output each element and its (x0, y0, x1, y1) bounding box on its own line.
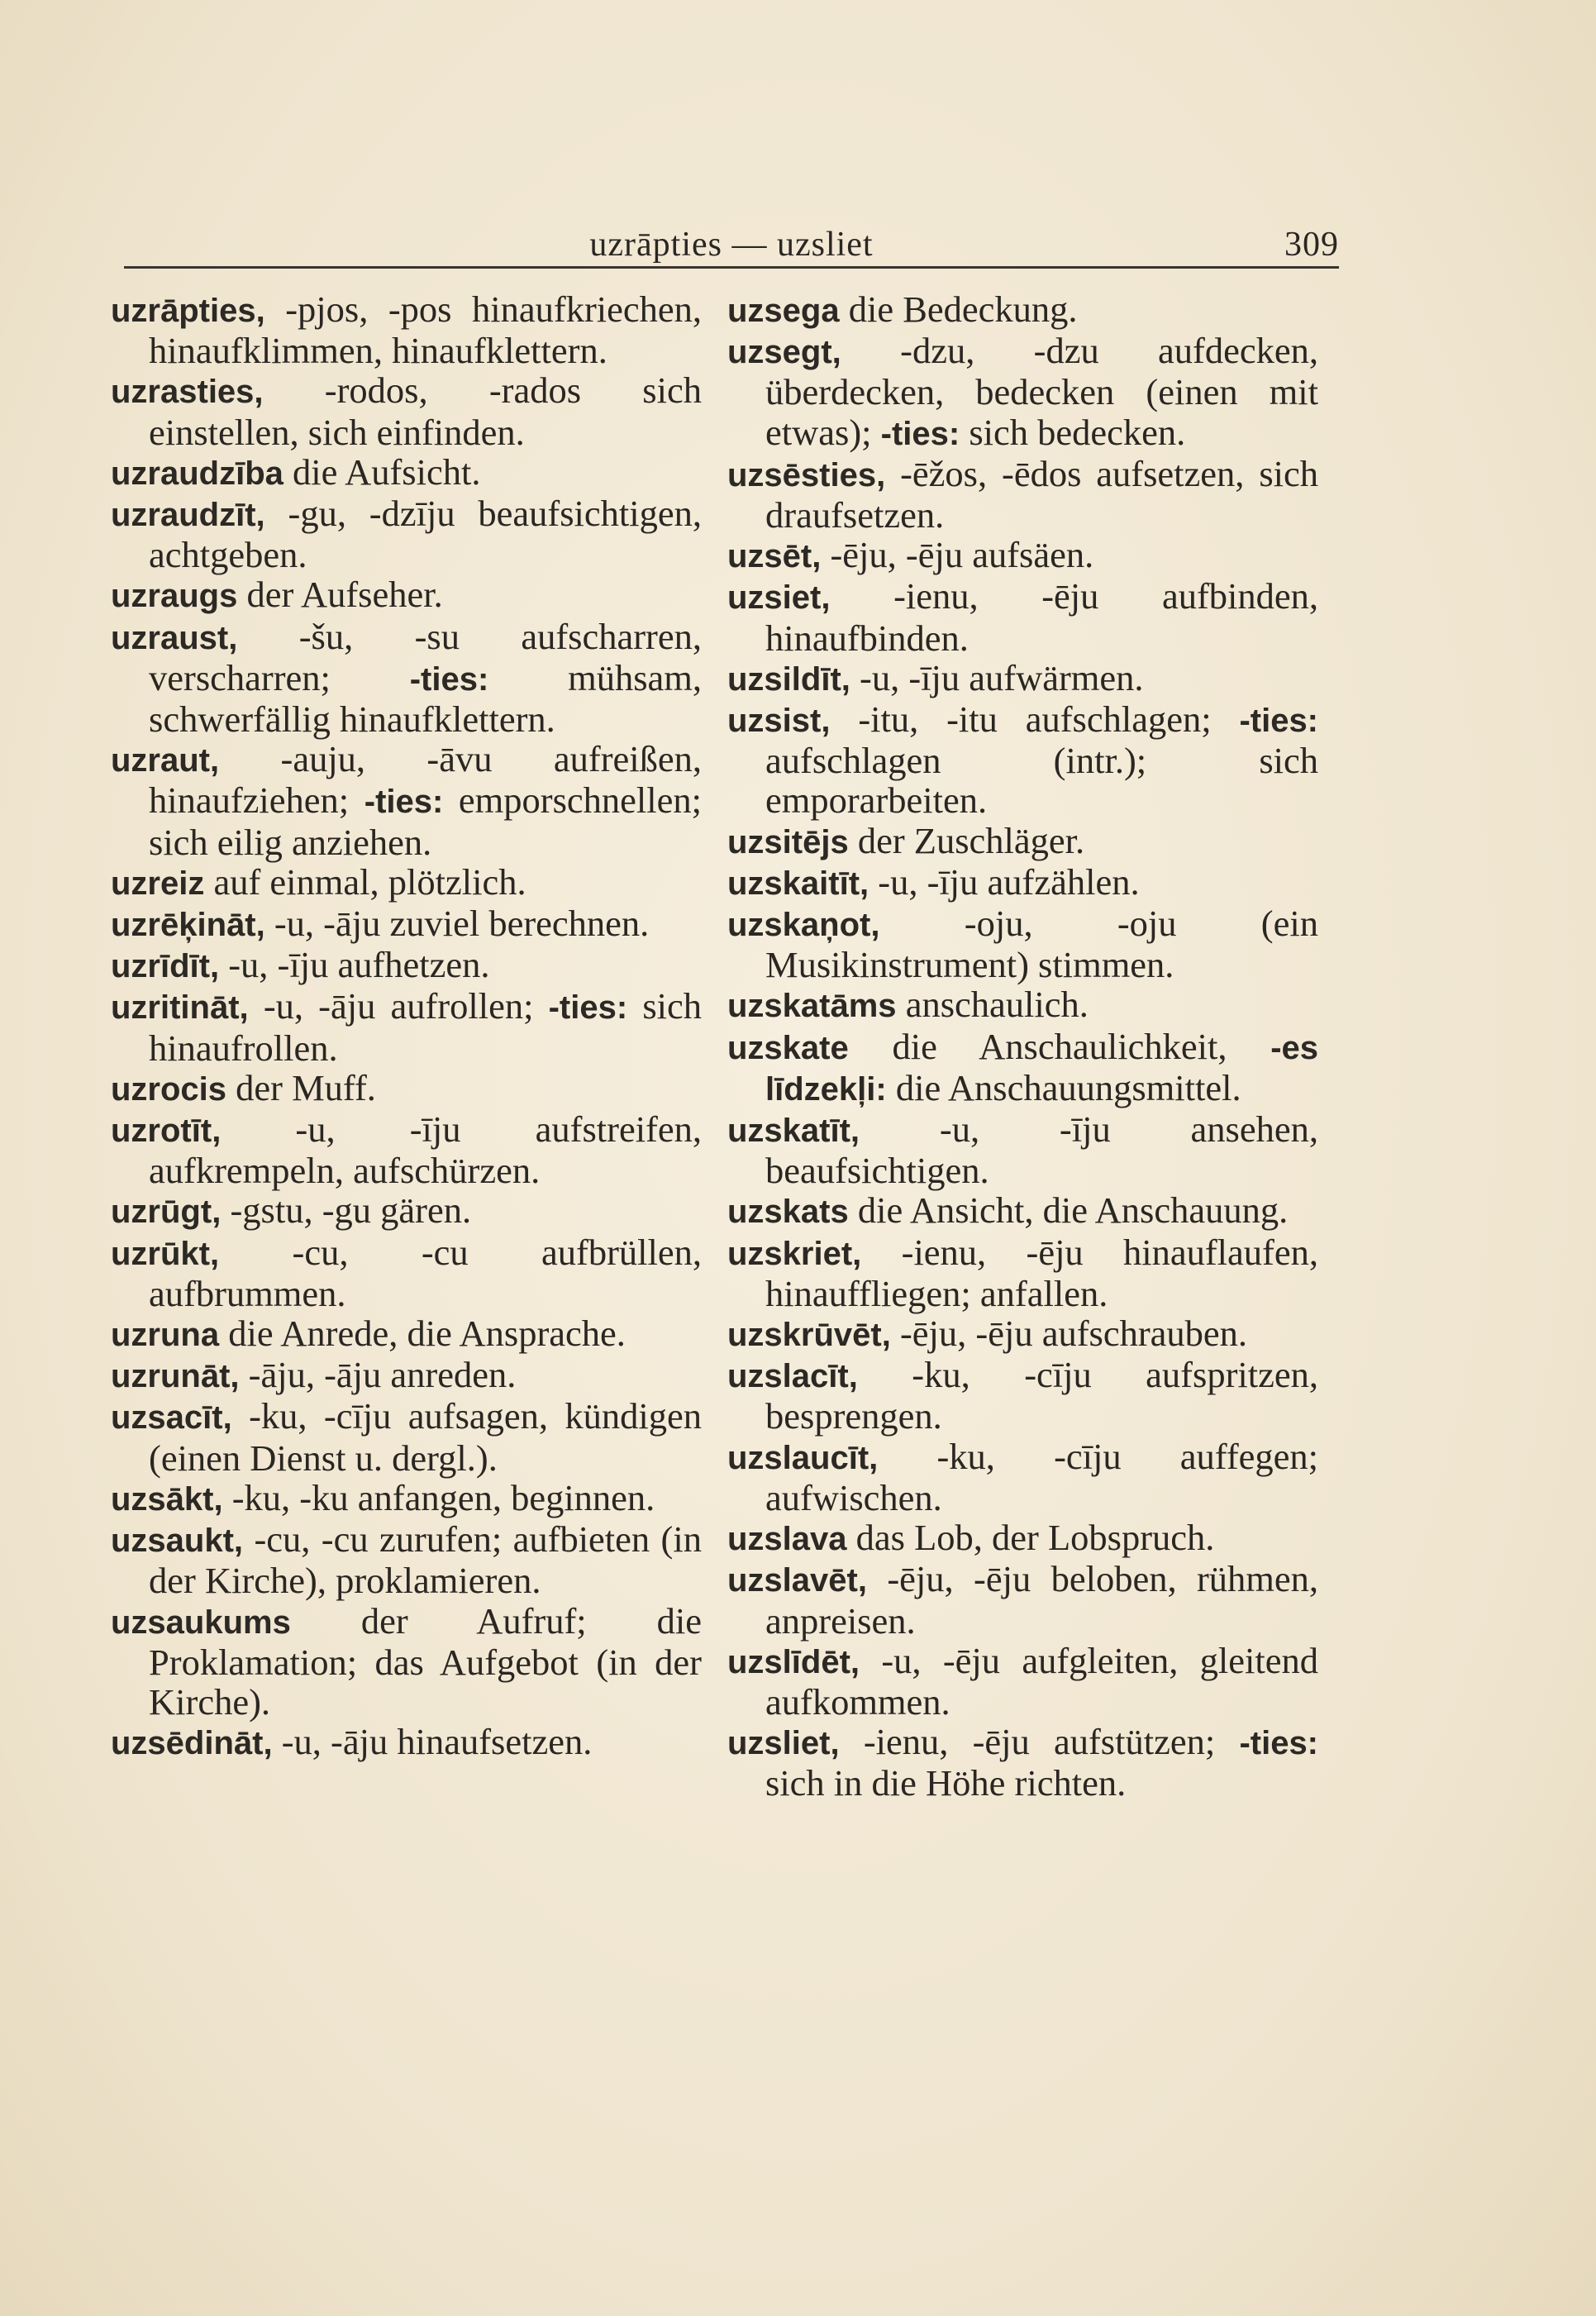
definition: -ēju, -ēju aufsäen. (830, 534, 1094, 576)
headword: uzslavēt, (727, 1562, 867, 1599)
definition: -u, -īju aufstreifen, aufkrempeln, aufschürzen. (149, 1108, 702, 1192)
headword: uzrāpties, (111, 293, 265, 329)
headword: uzskrūvēt, (727, 1317, 891, 1354)
headword: uzritināt, (111, 989, 249, 1027)
definition: anschaulich. (905, 984, 1089, 1026)
headword: uzraugs (111, 578, 238, 615)
headword: uzsēt, (727, 538, 822, 575)
definition: -dzu, -dzu aufdecken, überdecken, bedecken (einen mit etwas); (765, 330, 1318, 453)
entry-uzrugt (111, 1190, 702, 1232)
definition: -auju, -āvu aufreißen, hinaufziehen; (149, 738, 702, 822)
entry-uzsedinat (111, 1722, 702, 1763)
headword: uzslaucīt, (727, 1439, 879, 1476)
entry-uzsiet (727, 576, 1318, 657)
definition: die Ansicht, die Anschauung. (857, 1189, 1289, 1232)
entry-uzsesties (727, 454, 1318, 535)
headword: uzraust, (111, 619, 238, 656)
definition: -u, -īju aufwärmen. (860, 656, 1144, 698)
entry-uzsegt (727, 331, 1318, 454)
derived-definition: mühsam, schwerfällig hinaufklettern. (149, 656, 702, 741)
entry-uzsist (727, 699, 1318, 821)
entry-uzrekinat (111, 903, 702, 945)
definition: -u, -ēju aufgleiten, gleitend aufkommen. (765, 1639, 1319, 1723)
definition: -oju, -oju (ein Musikinstrument) stimmen. (765, 903, 1318, 986)
definition: -āju, -āju anreden. (248, 1354, 517, 1396)
headword: uzsēdināt, (111, 1725, 273, 1762)
entry-uzslava (727, 1518, 1318, 1559)
entry-uzridit (111, 945, 702, 986)
headword: uzsildīt, (727, 660, 850, 698)
headword: uzraudzība (111, 455, 283, 492)
entry-uzskatit (727, 1109, 1318, 1190)
headword: uzskaitīt, (727, 865, 869, 902)
definition: -gstu, -gu gären. (230, 1189, 472, 1232)
entry-uzritinat (111, 986, 702, 1067)
running-head: uzrāpties — uzsliet (589, 226, 874, 264)
entry-uzraut (111, 739, 702, 862)
entry-uzslavet (727, 1559, 1318, 1640)
entry-uzraudzit (111, 493, 702, 574)
entry-uzsega (727, 289, 1318, 331)
entry-uzslacit (727, 1355, 1318, 1436)
headword: uzrasties, (111, 374, 264, 411)
definition: -rodos, -rados sich einstellen, sich einfinden. (149, 369, 702, 453)
entry-uzskaitit (727, 862, 1318, 903)
definition: der Aufseher. (246, 574, 443, 616)
entry-uzslidet (727, 1641, 1318, 1722)
definition: -itu, -itu aufschlagen; (858, 698, 1212, 741)
entry-uzsitejs (727, 821, 1318, 862)
headword: uzslacīt, (727, 1358, 858, 1395)
definition: -u, -āju hinaufsetzen. (281, 1721, 593, 1763)
definition: auf einmal, plötzlich. (213, 860, 526, 903)
headword: uzrēķināt, (111, 907, 265, 944)
definition: -ienu, -ēju aufbinden, hinaufbinden. (765, 575, 1318, 659)
entry-uzslaucit (727, 1437, 1318, 1518)
derived-form: -ties: (548, 989, 628, 1027)
page-header (124, 225, 1339, 266)
headword: uzsist, (727, 703, 831, 740)
headword: uzsitējs (727, 823, 849, 860)
entry-uzrasties (111, 370, 702, 451)
definition: der Aufruf; die Proklamation; das Aufgebot (in der Kirche). (149, 1599, 702, 1723)
headword: uzsaukt, (111, 1523, 244, 1560)
derived-definition: sich hinaufrollen. (149, 985, 702, 1069)
headword: uzraut, (111, 742, 220, 779)
entry-uzskate (727, 1027, 1318, 1109)
derived-definition: aufschlagen (intr.); sich emporarbeiten. (765, 740, 1318, 822)
headword: uzskriet, (727, 1235, 862, 1272)
definition: die Anrede, die Ansprache. (228, 1313, 626, 1355)
derived-form: -ties: (880, 415, 960, 452)
headword: uzsegt, (727, 334, 841, 371)
derived-definition: sich in die Höhe richten. (765, 1762, 1127, 1804)
derived-definition: emporschnellen; sich eilig anziehen. (149, 779, 703, 863)
entry-uzreiz (111, 862, 702, 903)
headword: uzsega (727, 293, 840, 329)
entry-uzrapties (111, 289, 702, 370)
page-number: 309 (1284, 226, 1339, 264)
definition: -gu, -dzīju beaufsichtigen, achtgeben. (149, 493, 702, 576)
definition: der Muff. (236, 1066, 376, 1108)
definition: -ku, -cīju aufsagen, kündigen (einen Dienst u. dergl.). (149, 1395, 703, 1479)
entry-uzsildit (727, 658, 1318, 699)
headword: uzskaņot, (727, 907, 880, 944)
definition: -ēžos, -ēdos aufsetzen, sich draufsetzen. (765, 452, 1318, 536)
definition: -u, -īju ansehen, beaufsichtigen. (765, 1108, 1319, 1192)
entry-uzskats (727, 1190, 1318, 1232)
headword: uzrocis (111, 1070, 227, 1108)
definition: die Anschaulichkeit, (892, 1025, 1227, 1067)
definition: -pjos, -pos hinaufkriechen, hinaufklimmen, hinaufklettern. (149, 288, 703, 372)
definition: -ku, -ku anfangen, beginnen. (231, 1476, 655, 1518)
headword: uzrīdīt, (111, 948, 220, 985)
entry-uzrocis (111, 1068, 702, 1109)
derived-form: -es līdzekļi: (765, 1029, 1319, 1108)
entry-uzrukt (111, 1232, 702, 1313)
headword: uzskats (727, 1194, 849, 1231)
definition: -u, -īju aufhetzen. (228, 944, 490, 986)
entry-uzrotit (111, 1109, 702, 1190)
derived-form: -ties: (1239, 1725, 1319, 1762)
derived-definition: die Anschauungsmittel. (895, 1066, 1241, 1108)
headword: uzsaukums (111, 1604, 291, 1641)
definition: -cu, -cu aufbrüllen, aufbrummen. (149, 1231, 702, 1314)
derived-definition: sich bedecken. (969, 411, 1186, 453)
headword: uzslava (727, 1521, 847, 1558)
entry-uzsaukums (111, 1601, 702, 1723)
entry-uzset (727, 535, 1318, 576)
headword: uzrūgt, (111, 1194, 222, 1231)
headword: uzsiet, (727, 579, 831, 617)
entry-uzskriet (727, 1232, 1318, 1313)
definition: -šu, -su aufscharren, verscharren; (149, 615, 702, 698)
definition: die Bedeckung. (848, 288, 1078, 330)
headword: uzrotīt, (111, 1113, 222, 1150)
headword: uzraudzīt, (111, 497, 265, 534)
headword: uzrunāt, (111, 1358, 240, 1395)
headword: uzreiz (111, 865, 205, 902)
entry-uzsaukt (111, 1519, 702, 1600)
derived-form: -ties: (409, 660, 489, 698)
entry-uzraugs (111, 574, 702, 616)
definition: -ēju, -ēju beloben, rühmen, anpreisen. (765, 1558, 1318, 1642)
entry-uzskanot (727, 903, 1318, 984)
derived-form: -ties: (364, 784, 444, 821)
headword: uzskate (727, 1029, 849, 1066)
entry-uzskatams (727, 984, 1318, 1026)
headword: uzsēsties, (727, 456, 886, 493)
definition: -ienu, -ēju hinauflaufen, hinauffliegen; anfallen. (765, 1231, 1318, 1314)
definition: -ienu, -ēju aufstützen; (863, 1721, 1216, 1763)
headword: uzruna (111, 1317, 220, 1354)
headword: uzsliet, (727, 1725, 840, 1762)
entry-uzraudziba (111, 452, 702, 493)
right-column (727, 289, 1318, 1804)
headword: uzrūkt, (111, 1235, 220, 1272)
entry-uzsakt (111, 1478, 702, 1519)
headword: uzslīdēt, (727, 1643, 860, 1680)
definition: -u, -īju aufzählen. (878, 860, 1140, 903)
entry-uzruna (111, 1313, 702, 1355)
headword: uzsacīt, (111, 1399, 232, 1437)
headword: uzskatīt, (727, 1113, 860, 1150)
definition: das Lob, der Lobspruch. (855, 1517, 1215, 1559)
definition: der Zuschläger. (857, 819, 1085, 861)
definition: -ku, -cīju aufspritzen, besprengen. (765, 1354, 1318, 1437)
entry-uzsacit (111, 1396, 702, 1477)
definition: -u, -āju zuviel berechnen. (274, 903, 650, 945)
headword: uzsākt, (111, 1480, 223, 1518)
entry-uzskruvet (727, 1313, 1318, 1355)
definition: -ēju, -ēju aufschrauben. (899, 1313, 1248, 1355)
definition: die Aufsicht. (293, 450, 481, 493)
definition: -u, -āju aufrollen; (263, 985, 534, 1027)
entry-uzrunat (111, 1355, 702, 1396)
definition: -ku, -cīju auffegen; aufwischen. (765, 1435, 1318, 1518)
entry-uzsliet (727, 1722, 1318, 1803)
entry-uzraust (111, 617, 702, 740)
headword: uzskatāms (727, 988, 897, 1025)
derived-form: -ties: (1239, 703, 1319, 740)
left-column (111, 289, 702, 1763)
definition: -cu, -cu zurufen; aufbieten (in der Kirche), proklamieren. (149, 1518, 702, 1602)
header-rule (124, 266, 1339, 269)
